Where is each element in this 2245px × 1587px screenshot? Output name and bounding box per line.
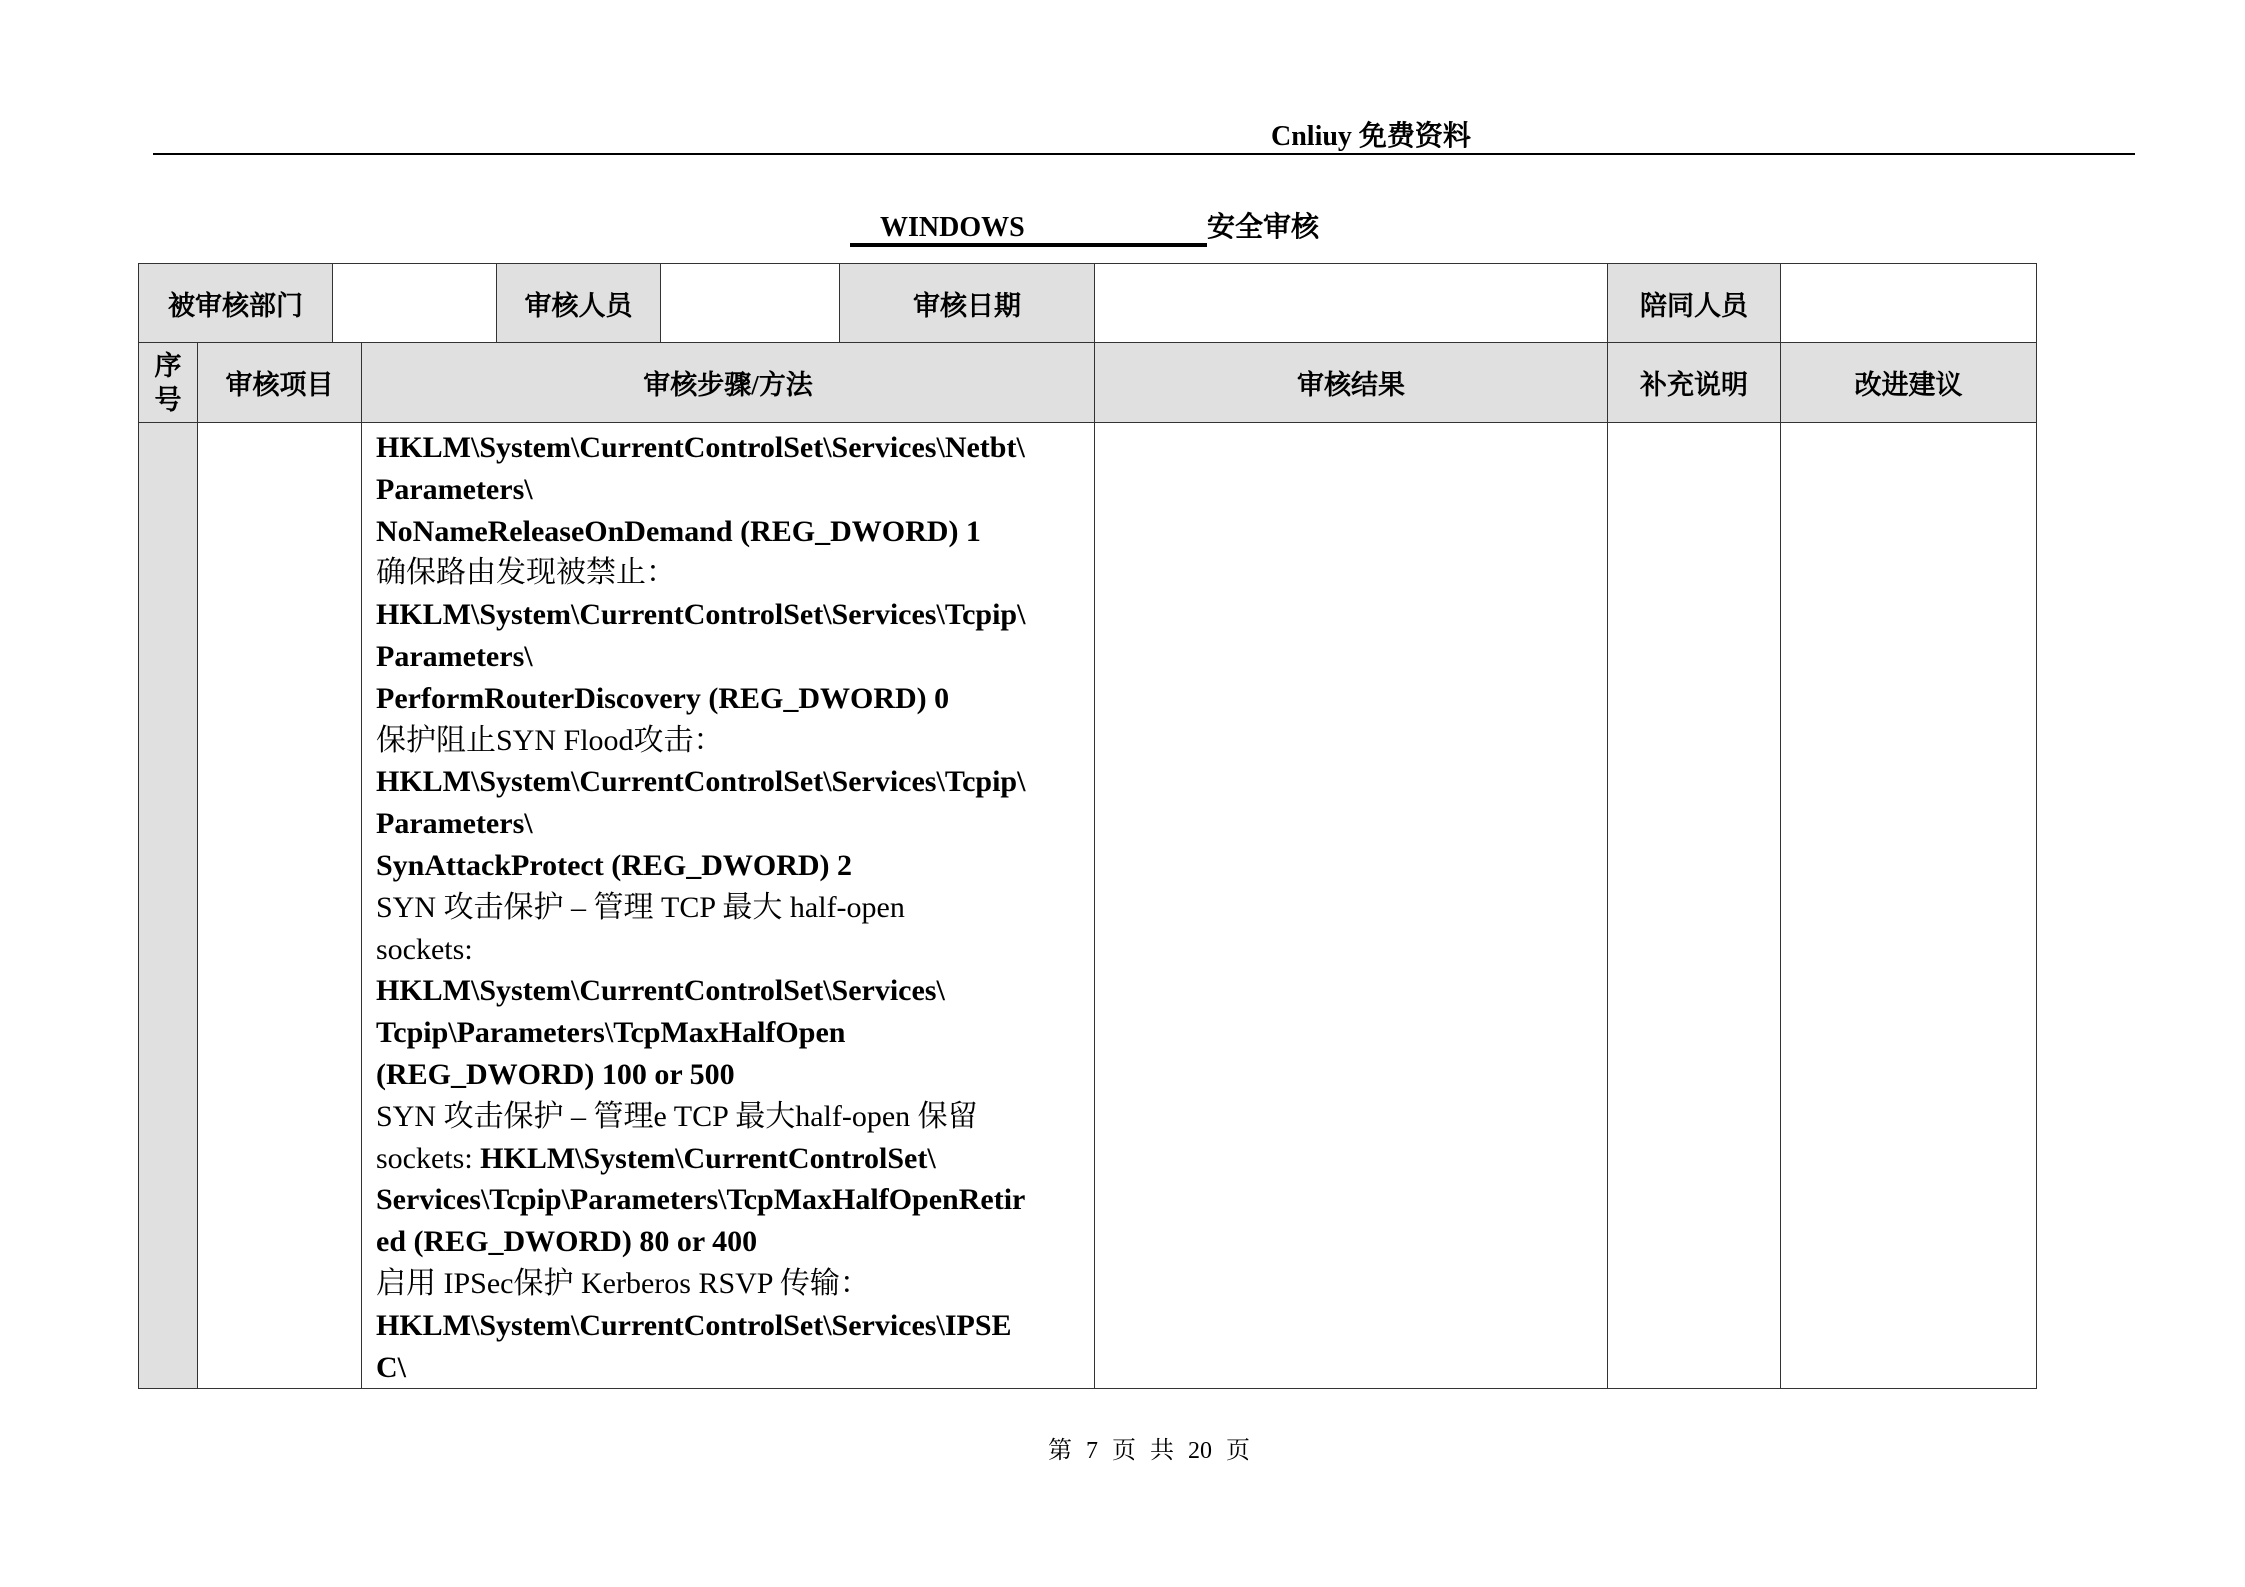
- step-text: Tcpip\Parameters\TcpMaxHalfOpen: [376, 1016, 846, 1050]
- col-steps: 审核步骤/方法: [362, 343, 1095, 423]
- page-header-brand: Cnliuy 免费资料: [1271, 121, 1471, 152]
- step-text: HKLM\System\CurrentControlSet\Services\Tcpip\: [376, 765, 1026, 799]
- title-windows: WINDOWS: [850, 213, 1207, 247]
- step-line: [376, 1179, 1082, 1221]
- step-text: 启用 IPSec保护 Kerberos RSVP 传输：: [376, 1266, 870, 1300]
- step-text: Parameters\: [376, 639, 533, 673]
- dept-value[interactable]: [333, 264, 497, 343]
- step-text: HKLM\System\CurrentControlSet\: [480, 1141, 936, 1175]
- result-cell[interactable]: [1095, 423, 1608, 1389]
- step-text: sockets:: [376, 1141, 481, 1175]
- step-line: [376, 929, 1082, 971]
- column-header-row: [139, 343, 2037, 423]
- step-text: Parameters\: [376, 807, 533, 841]
- step-line: [376, 1221, 1082, 1263]
- step-line: [376, 887, 1082, 929]
- step-line: [376, 761, 1082, 803]
- step-text: ed (REG_DWORD) 80 or 400: [376, 1225, 758, 1259]
- col-seq-1: 序: [154, 350, 182, 381]
- step-text: NoNameReleaseOnDemand (REG_DWORD) 1: [376, 514, 981, 548]
- step-text: (REG_DWORD) 100 or 500: [376, 1057, 735, 1091]
- page-footer: 第 7 页 共 20 页: [1048, 1438, 1250, 1464]
- col-item: 审核项目: [198, 343, 362, 423]
- col-result: 审核结果: [1095, 343, 1608, 423]
- step-line: [376, 636, 1082, 678]
- suggest-cell[interactable]: [1781, 423, 2037, 1389]
- audit-table: [138, 263, 2037, 1389]
- steps-cell: [362, 423, 1095, 1389]
- step-line: [376, 678, 1082, 720]
- step-text: HKLM\System\CurrentControlSet\Services\Tcpip\: [376, 598, 1026, 632]
- item-cell: [198, 423, 362, 1389]
- step-line: [376, 1263, 1082, 1305]
- header-divider: [153, 153, 2135, 155]
- col-seq: [139, 343, 198, 423]
- step-text: SynAttackProtect (REG_DWORD) 2: [376, 848, 853, 882]
- step-line: [376, 803, 1082, 845]
- title-rest: 安全审核: [1207, 212, 1320, 243]
- col-seq-2: 号: [154, 384, 182, 415]
- step-text: C\: [376, 1350, 406, 1384]
- step-line: [376, 845, 1082, 887]
- step-line: [376, 594, 1082, 636]
- step-line: [376, 552, 1082, 594]
- date-value[interactable]: [1095, 264, 1608, 343]
- step-line: [376, 469, 1082, 511]
- auditor-value[interactable]: [661, 264, 840, 343]
- step-text: SYN 攻击保护 – 管理e TCP 最大half-open 保留: [376, 1099, 978, 1133]
- step-line: [376, 1096, 1082, 1138]
- step-text: HKLM\System\CurrentControlSet\Services\Netbt\: [376, 431, 1025, 464]
- step-line: [376, 1012, 1082, 1054]
- companion-label: 陪同人员: [1608, 264, 1781, 343]
- table-row: [139, 423, 2037, 1389]
- companion-value[interactable]: [1781, 264, 2037, 343]
- step-line: [376, 970, 1082, 1012]
- step-line: [376, 720, 1082, 762]
- step-line: [376, 511, 1082, 553]
- step-text: HKLM\System\CurrentControlSet\Services\IPSE: [376, 1308, 1012, 1342]
- step-text: SYN 攻击保护 – 管理 TCP 最大 half-open: [376, 890, 905, 924]
- col-suggest: 改进建议: [1781, 343, 2037, 423]
- step-line: [376, 1138, 1082, 1180]
- seq-cell: [139, 423, 198, 1389]
- info-row: [139, 264, 2037, 343]
- step-line: [376, 427, 1082, 469]
- step-text: Services\Tcpip\Parameters\TcpMaxHalfOpenRetir: [376, 1183, 1026, 1217]
- step-line: [376, 1054, 1082, 1096]
- col-note: 补充说明: [1608, 343, 1781, 423]
- step-text: HKLM\System\CurrentControlSet\Services\: [376, 974, 945, 1008]
- step-text: 保护阻止SYN Flood攻击：: [376, 723, 724, 757]
- step-text: 确保路由发现被禁止：: [376, 556, 676, 590]
- step-line: [376, 1347, 1082, 1389]
- note-cell[interactable]: [1608, 423, 1781, 1389]
- step-line: [376, 1305, 1082, 1347]
- step-text: PerformRouterDiscovery (REG_DWORD) 0: [376, 681, 950, 715]
- document-title: [850, 205, 1319, 247]
- step-text: Parameters\: [376, 472, 533, 506]
- step-text: sockets:: [376, 932, 473, 966]
- dept-label: 被审核部门: [139, 264, 333, 343]
- date-label: 审核日期: [840, 264, 1095, 343]
- auditor-label: 审核人员: [497, 264, 661, 343]
